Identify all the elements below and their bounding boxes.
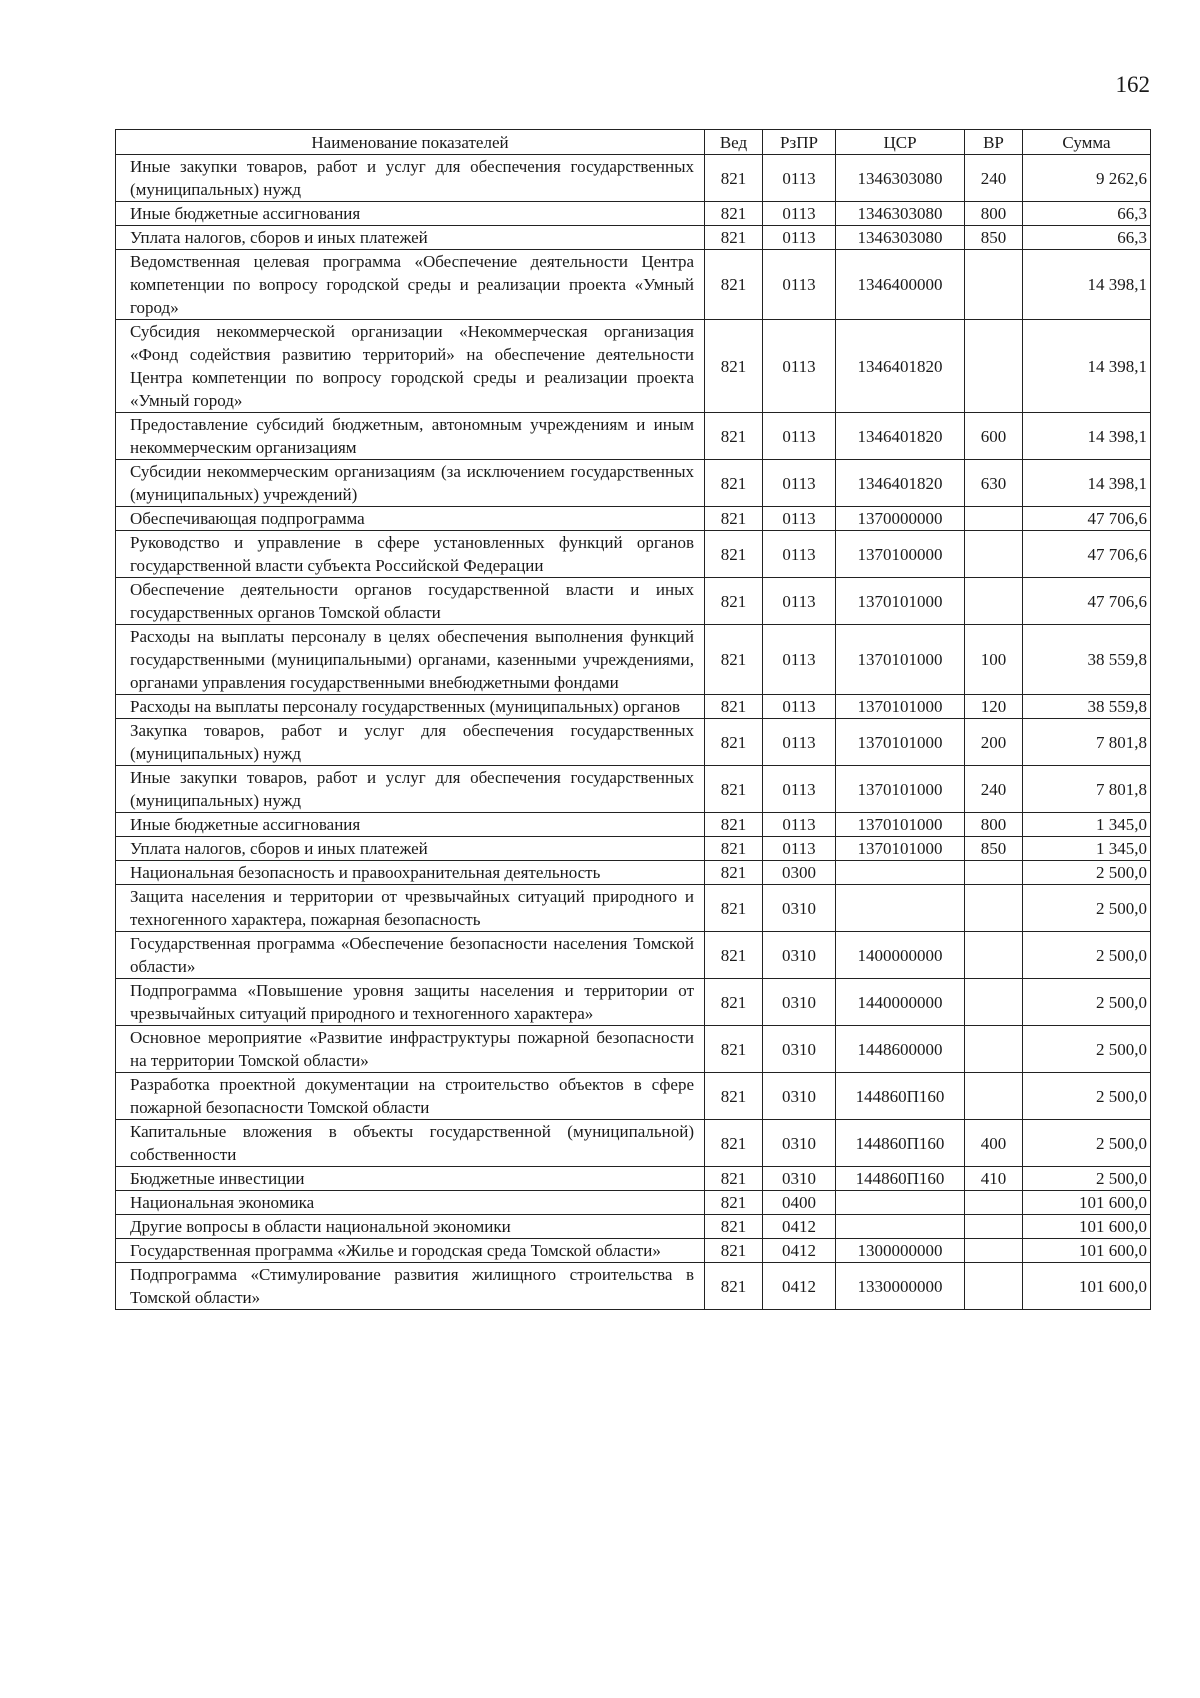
cell-rzpr: 0310 bbox=[763, 1120, 836, 1167]
cell-ved: 821 bbox=[705, 1026, 763, 1073]
table-row bbox=[116, 1239, 1151, 1263]
table-row bbox=[116, 413, 1151, 460]
cell-csr: 1370000000 bbox=[836, 507, 965, 531]
cell-rzpr: 0113 bbox=[763, 695, 836, 719]
cell-vr: 630 bbox=[965, 460, 1023, 507]
cell-rzpr: 0113 bbox=[763, 320, 836, 413]
cell-rzpr: 0412 bbox=[763, 1263, 836, 1310]
budget-table bbox=[115, 129, 1151, 1310]
cell-ved: 821 bbox=[705, 531, 763, 578]
cell-sum: 47 706,6 bbox=[1023, 531, 1151, 578]
cell-ved: 821 bbox=[705, 507, 763, 531]
cell-sum: 47 706,6 bbox=[1023, 578, 1151, 625]
cell-sum: 9 262,6 bbox=[1023, 155, 1151, 202]
cell-csr: 1370101000 bbox=[836, 719, 965, 766]
cell-sum: 2 500,0 bbox=[1023, 1120, 1151, 1167]
cell-sum: 2 500,0 bbox=[1023, 861, 1151, 885]
cell-rzpr: 0113 bbox=[763, 625, 836, 695]
cell-ved: 821 bbox=[705, 695, 763, 719]
cell-vr: 240 bbox=[965, 766, 1023, 813]
table-row bbox=[116, 226, 1151, 250]
cell-vr bbox=[965, 578, 1023, 625]
table-row bbox=[116, 837, 1151, 861]
cell-csr: 1370101000 bbox=[836, 578, 965, 625]
cell-vr: 410 bbox=[965, 1167, 1023, 1191]
cell-name: Обеспечение деятельности органов государственной власти и иных государственных органов Томской области bbox=[116, 578, 705, 625]
cell-vr: 800 bbox=[965, 813, 1023, 837]
table-row bbox=[116, 155, 1151, 202]
cell-vr bbox=[965, 861, 1023, 885]
cell-rzpr: 0400 bbox=[763, 1191, 836, 1215]
cell-rzpr: 0113 bbox=[763, 766, 836, 813]
cell-name: Закупка товаров, работ и услуг для обеспечения государственных (муниципальных) нужд bbox=[116, 719, 705, 766]
table-row bbox=[116, 1073, 1151, 1120]
table-body bbox=[116, 155, 1151, 1310]
cell-csr: 1346303080 bbox=[836, 202, 965, 226]
cell-vr bbox=[965, 1215, 1023, 1239]
cell-rzpr: 0113 bbox=[763, 460, 836, 507]
cell-vr: 400 bbox=[965, 1120, 1023, 1167]
cell-name: Защита населения и территории от чрезвычайных ситуаций природного и техногенного характера, пожарная безопасность bbox=[116, 885, 705, 932]
table-header-row bbox=[116, 130, 1151, 155]
cell-ved: 821 bbox=[705, 1167, 763, 1191]
cell-name: Уплата налогов, сборов и иных платежей bbox=[116, 837, 705, 861]
cell-csr: 1370101000 bbox=[836, 837, 965, 861]
cell-csr bbox=[836, 1215, 965, 1239]
cell-vr bbox=[965, 1073, 1023, 1120]
cell-sum: 66,3 bbox=[1023, 202, 1151, 226]
cell-name: Ведомственная целевая программа «Обеспечение деятельности Центра компетенции по вопросу городской среды и реализации проекта «Умный город» bbox=[116, 250, 705, 320]
cell-rzpr: 0113 bbox=[763, 155, 836, 202]
cell-sum: 1 345,0 bbox=[1023, 837, 1151, 861]
cell-vr: 100 bbox=[965, 625, 1023, 695]
cell-vr bbox=[965, 885, 1023, 932]
cell-vr bbox=[965, 979, 1023, 1026]
cell-name: Обеспечивающая подпрограмма bbox=[116, 507, 705, 531]
cell-sum: 2 500,0 bbox=[1023, 1167, 1151, 1191]
table-row bbox=[116, 1167, 1151, 1191]
cell-ved: 821 bbox=[705, 861, 763, 885]
table-row bbox=[116, 932, 1151, 979]
header-sum: Сумма bbox=[1023, 130, 1151, 155]
header-name: Наименование показателей bbox=[116, 130, 705, 155]
table-row bbox=[116, 1191, 1151, 1215]
cell-sum: 14 398,1 bbox=[1023, 460, 1151, 507]
cell-sum: 66,3 bbox=[1023, 226, 1151, 250]
header-csr: ЦСР bbox=[836, 130, 965, 155]
cell-ved: 821 bbox=[705, 460, 763, 507]
cell-vr: 120 bbox=[965, 695, 1023, 719]
cell-csr: 1346401820 bbox=[836, 320, 965, 413]
table-row bbox=[116, 719, 1151, 766]
cell-ved: 821 bbox=[705, 1215, 763, 1239]
cell-name: Подпрограмма «Стимулирование развития жилищного строительства в Томской области» bbox=[116, 1263, 705, 1310]
table-row bbox=[116, 202, 1151, 226]
cell-ved: 821 bbox=[705, 1191, 763, 1215]
cell-name: Руководство и управление в сфере установленных функций органов государственной власти субъекта Российской Федерации bbox=[116, 531, 705, 578]
cell-vr bbox=[965, 250, 1023, 320]
cell-vr: 850 bbox=[965, 837, 1023, 861]
header-rzpr: РзПР bbox=[763, 130, 836, 155]
cell-ved: 821 bbox=[705, 932, 763, 979]
cell-rzpr: 0310 bbox=[763, 932, 836, 979]
cell-sum: 2 500,0 bbox=[1023, 885, 1151, 932]
header-vr: ВР bbox=[965, 130, 1023, 155]
cell-sum: 7 801,8 bbox=[1023, 719, 1151, 766]
cell-sum: 14 398,1 bbox=[1023, 250, 1151, 320]
cell-name: Иные бюджетные ассигнования bbox=[116, 813, 705, 837]
cell-csr: 144860П160 bbox=[836, 1073, 965, 1120]
cell-rzpr: 0412 bbox=[763, 1215, 836, 1239]
cell-vr bbox=[965, 507, 1023, 531]
cell-csr bbox=[836, 885, 965, 932]
cell-ved: 821 bbox=[705, 1120, 763, 1167]
cell-sum: 14 398,1 bbox=[1023, 320, 1151, 413]
cell-rzpr: 0310 bbox=[763, 1026, 836, 1073]
cell-sum: 2 500,0 bbox=[1023, 1026, 1151, 1073]
cell-name: Национальная безопасность и правоохранительная деятельность bbox=[116, 861, 705, 885]
table-row bbox=[116, 1215, 1151, 1239]
cell-csr: 1330000000 bbox=[836, 1263, 965, 1310]
table-row bbox=[116, 861, 1151, 885]
table-row bbox=[116, 507, 1151, 531]
table-row bbox=[116, 531, 1151, 578]
cell-vr bbox=[965, 1239, 1023, 1263]
cell-sum: 1 345,0 bbox=[1023, 813, 1151, 837]
cell-csr: 1346401820 bbox=[836, 413, 965, 460]
cell-ved: 821 bbox=[705, 578, 763, 625]
cell-sum: 2 500,0 bbox=[1023, 1073, 1151, 1120]
table-row bbox=[116, 813, 1151, 837]
cell-csr: 1370100000 bbox=[836, 531, 965, 578]
cell-rzpr: 0310 bbox=[763, 1073, 836, 1120]
cell-name: Уплата налогов, сборов и иных платежей bbox=[116, 226, 705, 250]
cell-rzpr: 0113 bbox=[763, 719, 836, 766]
cell-rzpr: 0300 bbox=[763, 861, 836, 885]
cell-rzpr: 0113 bbox=[763, 226, 836, 250]
cell-csr bbox=[836, 861, 965, 885]
cell-csr: 1400000000 bbox=[836, 932, 965, 979]
cell-vr: 240 bbox=[965, 155, 1023, 202]
cell-sum: 101 600,0 bbox=[1023, 1215, 1151, 1239]
table-row bbox=[116, 885, 1151, 932]
cell-name: Капитальные вложения в объекты государственной (муниципальной) собственности bbox=[116, 1120, 705, 1167]
cell-vr: 850 bbox=[965, 226, 1023, 250]
cell-name: Иные закупки товаров, работ и услуг для обеспечения государственных (муниципальных) нужд bbox=[116, 766, 705, 813]
cell-csr bbox=[836, 1191, 965, 1215]
cell-vr bbox=[965, 932, 1023, 979]
cell-rzpr: 0113 bbox=[763, 813, 836, 837]
cell-csr: 1346303080 bbox=[836, 226, 965, 250]
cell-ved: 821 bbox=[705, 413, 763, 460]
cell-name: Другие вопросы в области национальной экономики bbox=[116, 1215, 705, 1239]
cell-csr: 1370101000 bbox=[836, 766, 965, 813]
cell-ved: 821 bbox=[705, 250, 763, 320]
cell-rzpr: 0113 bbox=[763, 837, 836, 861]
cell-ved: 821 bbox=[705, 625, 763, 695]
page-number: 162 bbox=[1115, 72, 1150, 97]
cell-csr: 1346401820 bbox=[836, 460, 965, 507]
cell-sum: 101 600,0 bbox=[1023, 1263, 1151, 1310]
table-row bbox=[116, 460, 1151, 507]
table-row bbox=[116, 625, 1151, 695]
cell-ved: 821 bbox=[705, 202, 763, 226]
cell-vr: 200 bbox=[965, 719, 1023, 766]
cell-name: Иные закупки товаров, работ и услуг для обеспечения государственных (муниципальных) нужд bbox=[116, 155, 705, 202]
cell-csr: 1346400000 bbox=[836, 250, 965, 320]
cell-sum: 14 398,1 bbox=[1023, 413, 1151, 460]
cell-vr bbox=[965, 1191, 1023, 1215]
cell-csr: 1300000000 bbox=[836, 1239, 965, 1263]
cell-name: Подпрограмма «Повышение уровня защиты населения и территории от чрезвычайных ситуаций природного и техногенного характера» bbox=[116, 979, 705, 1026]
cell-sum: 101 600,0 bbox=[1023, 1239, 1151, 1263]
cell-sum: 7 801,8 bbox=[1023, 766, 1151, 813]
cell-name: Иные бюджетные ассигнования bbox=[116, 202, 705, 226]
cell-ved: 821 bbox=[705, 320, 763, 413]
table-row bbox=[116, 1026, 1151, 1073]
cell-rzpr: 0310 bbox=[763, 979, 836, 1026]
cell-name: Расходы на выплаты персоналу государственных (муниципальных) органов bbox=[116, 695, 705, 719]
table-row bbox=[116, 1263, 1151, 1310]
cell-sum: 38 559,8 bbox=[1023, 625, 1151, 695]
cell-name: Расходы на выплаты персоналу в целях обеспечения выполнения функций государственными (муниципальными) органами, казенными учреждениями, органами управления государственными внебюджетными фондами bbox=[116, 625, 705, 695]
header-ved: Вед bbox=[705, 130, 763, 155]
cell-vr: 800 bbox=[965, 202, 1023, 226]
cell-vr bbox=[965, 1026, 1023, 1073]
cell-csr: 144860П160 bbox=[836, 1120, 965, 1167]
cell-ved: 821 bbox=[705, 885, 763, 932]
cell-ved: 821 bbox=[705, 719, 763, 766]
cell-name: Субсидия некоммерческой организации «Некоммерческая организация «Фонд содействия развитию территорий» на обеспечение деятельности Центра компетенции по вопросу городской среды и реализации проекта «Умный город» bbox=[116, 320, 705, 413]
cell-ved: 821 bbox=[705, 837, 763, 861]
cell-csr: 1440000000 bbox=[836, 979, 965, 1026]
cell-name: Субсидии некоммерческим организациям (за исключением государственных (муниципальных) учреждений) bbox=[116, 460, 705, 507]
cell-ved: 821 bbox=[705, 155, 763, 202]
cell-rzpr: 0310 bbox=[763, 1167, 836, 1191]
cell-csr: 144860П160 bbox=[836, 1167, 965, 1191]
cell-name: Предоставление субсидий бюджетным, автономным учреждениям и иным некоммерческим организациям bbox=[116, 413, 705, 460]
cell-sum: 2 500,0 bbox=[1023, 979, 1151, 1026]
cell-ved: 821 bbox=[705, 979, 763, 1026]
table-row bbox=[116, 578, 1151, 625]
cell-name: Национальная экономика bbox=[116, 1191, 705, 1215]
cell-ved: 821 bbox=[705, 766, 763, 813]
cell-rzpr: 0113 bbox=[763, 507, 836, 531]
cell-name: Государственная программа «Жилье и городская среда Томской области» bbox=[116, 1239, 705, 1263]
cell-rzpr: 0113 bbox=[763, 531, 836, 578]
cell-csr: 1370101000 bbox=[836, 813, 965, 837]
cell-sum: 2 500,0 bbox=[1023, 932, 1151, 979]
cell-vr bbox=[965, 531, 1023, 578]
cell-ved: 821 bbox=[705, 1239, 763, 1263]
cell-name: Бюджетные инвестиции bbox=[116, 1167, 705, 1191]
cell-rzpr: 0113 bbox=[763, 250, 836, 320]
cell-name: Государственная программа «Обеспечение безопасности населения Томской области» bbox=[116, 932, 705, 979]
cell-ved: 821 bbox=[705, 1263, 763, 1310]
table-row bbox=[116, 1120, 1151, 1167]
table-row bbox=[116, 320, 1151, 413]
cell-ved: 821 bbox=[705, 813, 763, 837]
table-row bbox=[116, 979, 1151, 1026]
cell-name: Основное мероприятие «Развитие инфраструктуры пожарной безопасности на территории Томской области» bbox=[116, 1026, 705, 1073]
cell-csr: 1370101000 bbox=[836, 625, 965, 695]
cell-vr: 600 bbox=[965, 413, 1023, 460]
cell-csr: 1346303080 bbox=[836, 155, 965, 202]
cell-sum: 101 600,0 bbox=[1023, 1191, 1151, 1215]
cell-vr bbox=[965, 1263, 1023, 1310]
cell-rzpr: 0113 bbox=[763, 578, 836, 625]
cell-csr: 1448600000 bbox=[836, 1026, 965, 1073]
table-row bbox=[116, 766, 1151, 813]
cell-ved: 821 bbox=[705, 226, 763, 250]
cell-rzpr: 0412 bbox=[763, 1239, 836, 1263]
cell-rzpr: 0113 bbox=[763, 413, 836, 460]
table-row bbox=[116, 250, 1151, 320]
cell-name: Разработка проектной документации на строительство объектов в сфере пожарной безопасности Томской области bbox=[116, 1073, 705, 1120]
cell-ved: 821 bbox=[705, 1073, 763, 1120]
cell-vr bbox=[965, 320, 1023, 413]
cell-rzpr: 0113 bbox=[763, 202, 836, 226]
cell-sum: 38 559,8 bbox=[1023, 695, 1151, 719]
cell-rzpr: 0310 bbox=[763, 885, 836, 932]
cell-csr: 1370101000 bbox=[836, 695, 965, 719]
table-row bbox=[116, 695, 1151, 719]
cell-sum: 47 706,6 bbox=[1023, 507, 1151, 531]
